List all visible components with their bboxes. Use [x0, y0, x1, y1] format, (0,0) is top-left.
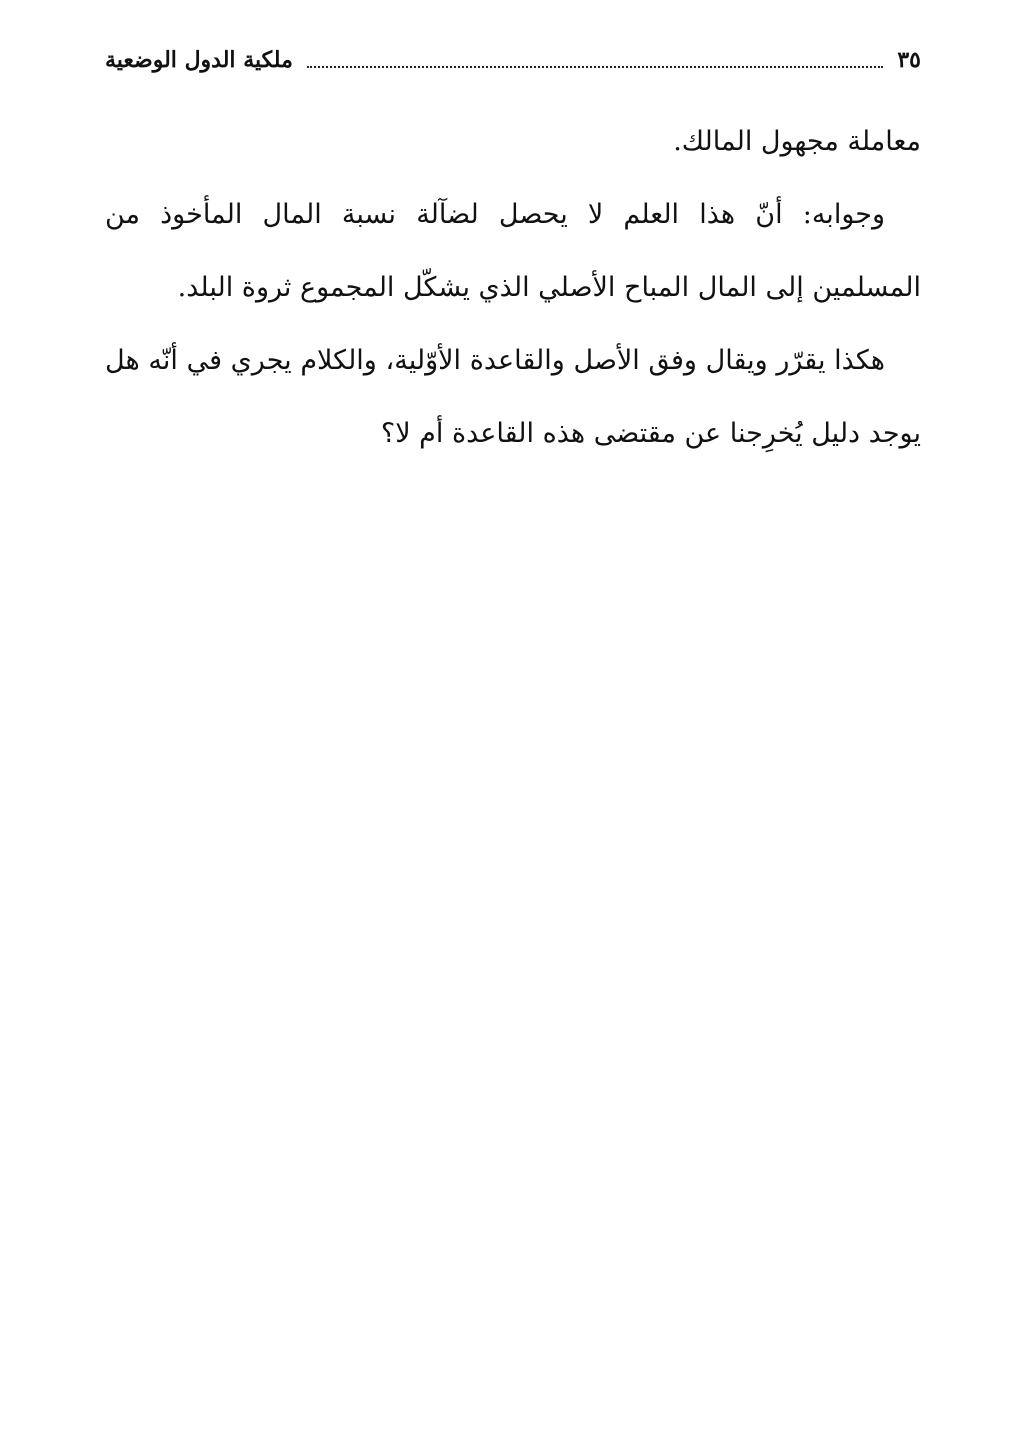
body-text — [105, 105, 921, 470]
page-number: ٣٥ — [897, 47, 921, 73]
header-leader-dots — [307, 64, 884, 68]
running-title: ملكية الدول الوضعية — [105, 47, 293, 73]
paragraph-3: هكذا يقرّر ويقال وفق الأصل والقاعدة الأوّلية، والكلام يجري في أنّه هل يوجد دليل يُخرِجنا عن مقتضى هذه القاعدة أم لا؟ — [105, 345, 921, 449]
paragraph-2: وجوابه: أنّ هذا العلم لا يحصل لضآلة نسبة المال المأخوذ من المسلمين إلى المال المباح الأصلي الذي يشكّل المجموع ثروة البلد. — [105, 199, 921, 303]
paragraph-1: معاملة مجهول المالك. — [673, 126, 921, 157]
page-header — [105, 40, 921, 80]
